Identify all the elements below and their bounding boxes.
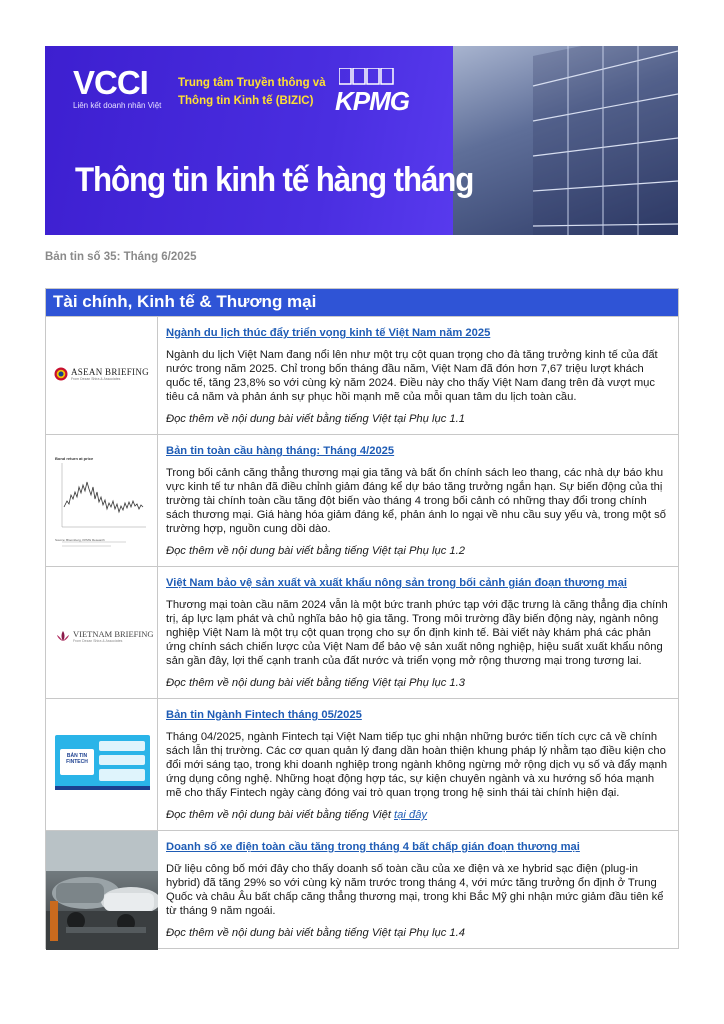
article-row	[46, 434, 678, 566]
article-body: Trong bối cảnh căng thẳng thương mại gia tăng và bất ổn chính sách leo thang, các nhà dự báo khu vực kinh tế tư nhân đã điều chỉnh giảm đáng kể dự báo tăng trưởng ngắn hạn. Sự biến động của thị trường tài chính toàn cầu tăng đột biến vào tháng 4 trong bối cảnh có những thay đổi trong chính sách thương mại. Giá hàng hóa giảm đáng kể, phản ánh lo ngại về nhu cầu suy yếu và, trong một số trường hợp, nguồn cung dồi dào.	[166, 467, 666, 535]
article-body: Tháng 04/2025, ngành Fintech tại Việt Nam tiếp tục ghi nhận những bước tiến tích cực cả về chính sách lẫn thị trường. Các cơ quan quản lý đang dần hoàn thiện khung pháp lý nhằm tạo điều kiện cho đổi mới sáng tạo, trong khi doanh nghiệp trong ngành không ngừng mở rộng dịch vụ số và đẩy mạnh ứng dụng công nghệ. Những hoạt động hợp tác, sự kiện chuyên ngành và xu hướng số hóa mạnh mẽ cho thấy Fintech ngày càng đóng vai trò quan trọng trong hệ sinh thái tài chính hiện đại.	[166, 731, 668, 799]
ev-cars-illustration	[46, 831, 158, 950]
asean-emblem-icon	[54, 367, 68, 381]
vcci-tagline: Liên kết doanh nhân Việt	[73, 101, 162, 110]
building-glass-lines	[453, 46, 678, 235]
article-row	[46, 698, 678, 830]
bond-chart-thumbnail	[56, 457, 148, 557]
vietnam-briefing-sub: From Dezan Shira & Associates	[73, 639, 123, 643]
article-content	[158, 699, 678, 830]
article-body: Thương mại toàn cầu năm 2024 vẫn là một bức tranh phức tạp với đặc trưng là căng thẳng địa chính trị, áp lực lạm phát và chủ nghĩa bảo hộ gia tăng. Trong môi trường đầy biến động này, ngành nông nghiệp Việt Nam là một trụ cột quan trọng cho sự ổn định kinh tế. Bài viết này khám phá các phản ứng chính sách chiến lược của Việt Nam để bảo vệ sản xuất nông nghiệp, hiệu suất xuất khẩu nông sản gần đây, lợi thế cạnh tranh của đất nước và triển vọng mở rộng thương mại trong tương lai.	[166, 599, 668, 667]
article-thumbnail	[46, 831, 158, 948]
issue-line: Bản tin số 35: Tháng 6/2025	[45, 251, 197, 263]
bizic-label	[178, 74, 326, 110]
article-content	[158, 435, 678, 566]
article-row	[46, 566, 678, 698]
section-heading: Tài chính, Kinh tế & Thương mại	[46, 289, 678, 316]
article-thumbnail	[46, 567, 158, 698]
article-read-more: Đọc thêm về nội dung bài viết bằng tiếng Việt tại Phụ lục 1.3	[166, 677, 465, 689]
vietnam-briefing-label: VIETNAM BRIEFING	[73, 629, 154, 639]
chart-thumb-source: Source: Bloomberg, KPMG Research	[55, 538, 105, 542]
article-content	[158, 317, 678, 434]
article-body: Dữ liệu công bố mới đây cho thấy doanh số toàn cầu của xe điện và xe hybrid sạc điện (plug-in hybrid) đã tăng 29% so với cùng kỳ năm trước trong tháng 4, với mức tăng trưởng ổn định ở Trung Quốc và châu Âu bất chấp căng thẳng thương mại, trong khi Bắc Mỹ ghi nhận mức giảm đầu tiên kể từ tháng 9 năm ngoái.	[166, 863, 664, 917]
vcci-logo: VCCI	[73, 64, 148, 101]
banner-title: Thông tin kinh tế hàng tháng	[75, 161, 474, 199]
kpmg-logo: KPMG	[335, 86, 409, 116]
ev-cars-photo	[46, 831, 158, 950]
article-title-link[interactable]: Ngành du lịch thúc đẩy triển vọng kinh tế Việt Nam năm 2025	[166, 327, 491, 339]
read-more-link[interactable]: tại đây	[394, 809, 428, 821]
article-title-link[interactable]: Doanh số xe điện toàn cầu tăng trong tháng 4 bất chấp gián đoạn thương mại	[166, 841, 580, 853]
article-title-link[interactable]: Việt Nam bảo vệ sản xuất và xuất khẩu nông sản trong bối cảnh gián đoạn thương mại	[166, 577, 627, 589]
vietnam-briefing-logo	[56, 629, 154, 643]
asean-briefing-sub: From Dezan Shira & Associates	[71, 377, 121, 381]
asean-briefing-logo	[54, 367, 149, 381]
article-content	[158, 567, 678, 698]
kpmg-boxes-icon	[339, 68, 399, 86]
article-body: Ngành du lịch Việt Nam đang nổi lên như một trụ cột quan trọng cho đà tăng trưởng kinh tế của đất nước trong năm 2025. Chỉ trong bốn tháng đầu năm, Việt Nam đã đón hơn 7,67 triệu lượt khách quốc tế, tăng 23,8% so với cùng kỳ năm 2024. Điều này cho thấy Việt Nam đang trên đà vượt mục tiêu cả năm và phản ánh sự phục hồi mạnh mẽ của mỗi quan tâm du lịch toàn cầu.	[166, 349, 658, 403]
article-row	[46, 830, 678, 948]
lotus-icon	[56, 630, 70, 642]
article-title-link[interactable]: Bản tin toàn cầu hàng tháng: Tháng 4/2025	[166, 445, 395, 457]
article-thumbnail	[46, 317, 158, 434]
article-read-more: Đọc thêm về nội dung bài viết bằng tiếng Việt tại Phụ lục 1.1	[166, 413, 465, 425]
read-more-text: Đọc thêm về nội dung bài viết bằng tiếng Việt	[166, 809, 395, 821]
article-read-more: Đọc thêm về nội dung bài viết bằng tiếng Việt tại Phụ lục 1.2	[166, 545, 465, 557]
article-thumbnail	[46, 699, 158, 830]
article-content	[158, 831, 678, 948]
chart-thumb-title: Bond return at price	[55, 456, 94, 461]
bizic-line-1: Trung tâm Truyền thông và	[178, 77, 326, 89]
article-read-more	[166, 809, 668, 821]
header-banner	[45, 46, 678, 235]
news-table	[45, 288, 679, 949]
article-title-link[interactable]: Bản tin Ngành Fintech tháng 05/2025	[166, 709, 362, 721]
article-thumbnail	[46, 435, 158, 566]
fintech-cover-image	[55, 735, 150, 790]
fintech-cover-label: BẢN TIN FINTECH	[66, 753, 88, 765]
article-row	[46, 316, 678, 434]
article-read-more: Đọc thêm về nội dung bài viết bằng tiếng Việt tại Phụ lục 1.4	[166, 927, 465, 939]
asean-briefing-label: ASEAN BRIEFING	[71, 367, 149, 377]
bizic-line-2: Thông tin Kinh tế (BIZIC)	[178, 95, 314, 107]
